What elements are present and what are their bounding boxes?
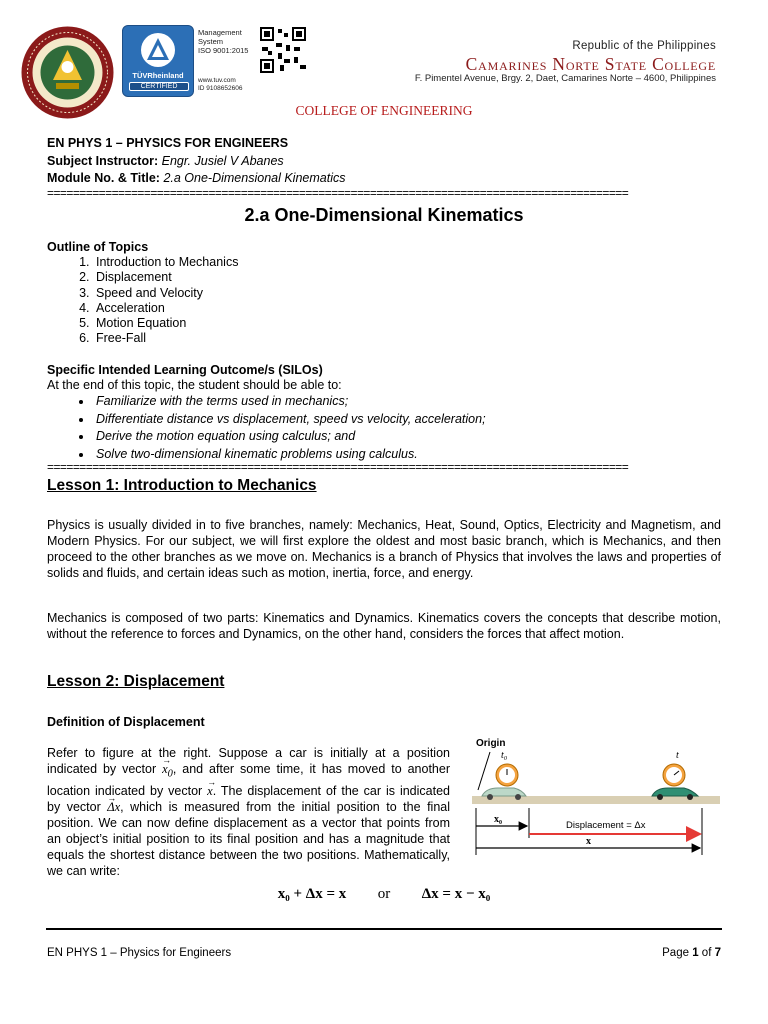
origin-label: Origin xyxy=(476,738,506,749)
vector-x0: → $x_0$ xyxy=(162,761,173,783)
displacement-figure xyxy=(470,730,720,855)
x-label: x xyxy=(586,836,591,847)
footer-rule xyxy=(46,928,722,930)
outline-item: 5. Motion Equation xyxy=(93,316,238,331)
qr-code-icon xyxy=(260,27,306,73)
module-label: Module No. & Title: xyxy=(47,171,160,185)
displacement-paragraph: Refer to figure at the right. Suppose a car is initially at a position indicated by vector → $x_0$, and after some time, it has moved to another location indicated by vector → x. The displacement of the car is indicated by vector → Δx, which is measured from the initial position to the final position. We can now define displacement as a vector that points from an object’s initial position to its final position and has a magnitude that equals the shortest distance between the two positions. Mathematically, we can write: xyxy=(47,745,450,879)
tuv-triangle-icon xyxy=(138,32,178,68)
outline-item: 4. Acceleration xyxy=(93,301,238,316)
outline-item: 6. Free-Fall xyxy=(93,331,238,346)
page-title: 2.a One-Dimensional Kinematics xyxy=(244,205,524,225)
instructor-line xyxy=(47,154,284,168)
formula-left: x₀ + Δx = x xyxy=(277,886,347,902)
outline-item: 1. Introduction to Mechanics xyxy=(93,255,238,270)
tuv-certification-badge xyxy=(122,25,194,97)
course-title: EN PHYS 1 – PHYSICS FOR ENGINEERS xyxy=(47,136,289,150)
t-label: t xyxy=(676,750,679,761)
tuv-certified-label: CERTIFIED xyxy=(129,82,189,91)
outline-heading: Outline of Topics xyxy=(47,240,149,254)
x0-label: x₀ xyxy=(494,814,502,825)
lesson1-paragraph-1: Physics is usually divided in to five branches, namely: Mechanics, Heat, Sound, Optics, Electricity and Magnetism, and Modern Physics. For our subject, we will first explore the oldest and most basic branch, which is Mechanics, and then proceed to the other branches as we move on. Mechanics is a branch of Physics that involves the laws and properties of solids and fluids, and certain ideas such as motion, inertia, force, and energy. xyxy=(47,518,721,580)
lesson2-title: Lesson 2: Displacement xyxy=(47,673,225,690)
management-system-text xyxy=(198,28,248,55)
republic-label: Republic of the Philippines xyxy=(572,40,716,52)
divider-line: ========================================================================================== xyxy=(47,187,629,199)
mgmt-line: ISO 9001:2015 xyxy=(198,46,249,55)
outline-list xyxy=(47,255,238,347)
mgmt-line: Management xyxy=(198,28,242,37)
instructor-name: Engr. Jusiel V Abanes xyxy=(161,154,284,168)
t0-label: t₀ xyxy=(501,750,508,761)
silos-intro: At the end of this topic, the student should be able to: xyxy=(47,378,342,392)
displacement-formula xyxy=(0,886,768,903)
silo-item: • Derive the motion equation using calculus; and xyxy=(93,428,486,446)
department-name: COLLEGE OF ENGINEERING xyxy=(295,103,473,118)
silo-item: • Differentiate distance vs displacement, speed vs velocity, acceleration; xyxy=(93,411,486,429)
origin-pointer xyxy=(478,752,490,790)
road xyxy=(472,796,720,804)
vector-x: → x xyxy=(207,783,213,799)
vector-delta-x: → Δx xyxy=(107,799,120,815)
lesson1-title: Lesson 1: Introduction to Mechanics xyxy=(47,477,317,494)
college-name: Camarines Norte State College xyxy=(465,54,716,74)
displacement-definition-heading: Definition of Displacement xyxy=(47,715,205,729)
silo-item: • Solve two-dimensional kinematic problems using calculus. xyxy=(93,446,486,464)
formula-right: Δx = x − x₀ xyxy=(421,886,491,902)
footer-course: EN PHYS 1 – Physics for Engineers xyxy=(47,947,232,959)
module-title: 2.a One-Dimensional Kinematics xyxy=(163,171,346,185)
outline-item: 2. Displacement xyxy=(93,270,238,285)
mgmt-line: System xyxy=(198,37,224,46)
instructor-label: Subject Instructor: xyxy=(47,154,159,168)
college-address: F. Pimentel Avenue, Brgy. 2, Daet, Camarines Norte – 4600, Philippines xyxy=(414,73,716,84)
tuv-web-info xyxy=(198,77,242,93)
footer-page-number: Page 1 of 7 xyxy=(662,947,721,959)
tuv-id-line: ID 9108652606 xyxy=(198,85,243,92)
lesson1-paragraph-2: Mechanics is composed of two parts: Kinematics and Dynamics. Kinematics covers the concepts that describe motion, without the reference to forces and Dynamics, on the other hand, considers the forces that affect motion. xyxy=(47,611,721,641)
formula-or: or xyxy=(377,886,391,902)
silos-heading: Specific Intended Learning Outcome/s (SILOs) xyxy=(47,363,323,377)
tuv-web-line: www.tuv.com xyxy=(198,77,236,84)
silos-list xyxy=(47,393,486,463)
silo-item: • Familiarize with the terms used in mechanics; xyxy=(93,393,486,411)
divider-line: ========================================================================================== xyxy=(47,461,629,473)
displacement-label: Displacement = Δx xyxy=(566,820,646,831)
outline-item: 3. Speed and Velocity xyxy=(93,286,238,301)
module-line xyxy=(47,171,345,185)
tuv-brand: TÜVRheinland xyxy=(132,71,184,80)
